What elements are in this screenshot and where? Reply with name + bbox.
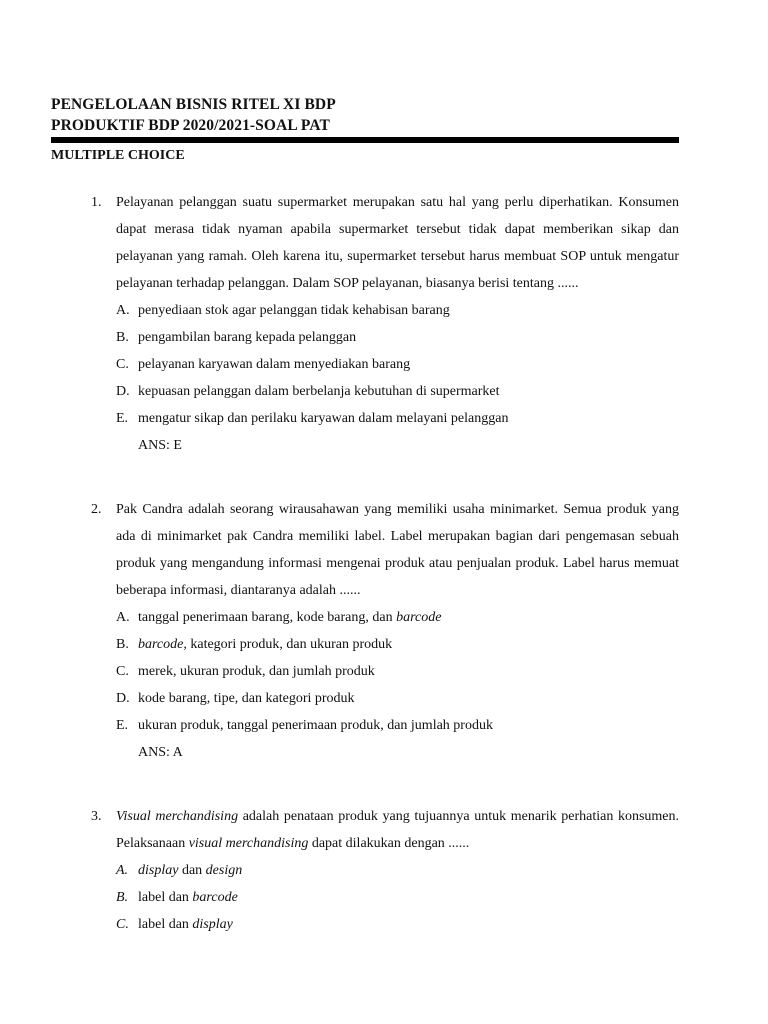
option-text: [138, 911, 233, 938]
answer-option: [116, 405, 679, 432]
option-letter: B.: [116, 637, 129, 652]
answer-option: [116, 351, 679, 378]
option-letter: B.: [116, 330, 129, 345]
answer-option: [116, 297, 679, 324]
answer-option: [116, 712, 679, 739]
text-run: merek, ukuran produk, dan jumlah produk: [138, 664, 375, 679]
question-item: [51, 496, 679, 766]
italic-text-run: barcode: [192, 890, 238, 905]
text-run: dan: [178, 863, 206, 878]
question-spacer: [51, 766, 679, 803]
option-text: [138, 658, 375, 685]
answer-option: [116, 378, 679, 405]
question-body: [116, 496, 679, 766]
document-title-line-1: PENGELOLAAN BISNIS RITEL XI BDP: [51, 96, 336, 113]
answer-options: [116, 604, 679, 739]
text-run: Pelayanan pelanggan suatu supermarket merupakan satu hal yang perlu diperhatikan. Konsumen dapat merasa tidak nyaman apabila supermarket tersebut tidak dapat memberikan sikap dan pelayanan yang ramah. Oleh karena itu, supermarket tersebut harus membuat SOP untuk mengatur pelayanan terhadap pelanggan. Dalam SOP pelayanan, biasanya berisi tentang ......: [116, 195, 679, 291]
option-letter: C.: [116, 664, 129, 679]
question-number: 3.: [91, 809, 102, 824]
option-text: [138, 884, 238, 911]
option-text: [138, 297, 450, 324]
question-list: [51, 189, 679, 938]
option-text: [138, 857, 242, 884]
document-header: [51, 94, 679, 165]
answer-option: [116, 857, 679, 884]
text-run: mengatur sikap dan perilaku karyawan dalam melayani pelanggan: [138, 411, 509, 426]
option-text: [138, 631, 392, 658]
document-title-line-2: PRODUKTIF BDP 2020/2021-SOAL PAT: [51, 117, 330, 134]
answer-option: [116, 911, 679, 938]
answer-option: [116, 604, 679, 631]
text-run: kategori produk, dan ukuran produk: [186, 637, 393, 652]
option-letter: E.: [116, 411, 129, 426]
italic-text-run: barcode: [396, 610, 442, 625]
option-letter: C.: [116, 357, 129, 372]
answer-option: [116, 631, 679, 658]
answer-option: [116, 884, 679, 911]
option-letter: B.: [116, 890, 129, 905]
text-run: adalah penataan produk yang tujuannya untuk menarik perhatian konsumen. Pelaksanaan: [116, 809, 679, 851]
text-run: label dan: [138, 917, 193, 932]
option-letter: E.: [116, 718, 129, 733]
answer-option: [116, 324, 679, 351]
option-letter: A.: [116, 303, 130, 318]
question-item: [51, 803, 679, 938]
text-run: Pak Candra adalah seorang wirausahawan yang memiliki usaha minimarket. Semua produk yang ada di minimarket pak Candra memiliki label. Label merupakan bagian dari pengemasan sebuah produk yang mengandung informasi mengenai produk atau penjualan produk. Label harus memuat beberapa informasi, diantaranya adalah ......: [116, 502, 679, 598]
option-text: [138, 712, 493, 739]
answer-key: ANS: A: [138, 745, 183, 760]
option-text: [138, 324, 356, 351]
italic-text-run: Visual merchandising: [116, 809, 239, 824]
answer-option: [116, 685, 679, 712]
text-run: pelayanan karyawan dalam menyediakan barang: [138, 357, 411, 372]
text-run: label dan: [138, 890, 193, 905]
option-letter: A.: [116, 863, 129, 878]
text-run: penyediaan stok agar pelanggan tidak kehabisan barang: [138, 303, 450, 318]
question-item: [51, 189, 679, 459]
italic-text-run: display: [192, 917, 233, 932]
answer-options: [116, 297, 679, 432]
italic-text-run: visual merchandising: [188, 836, 309, 851]
section-heading: MULTIPLE CHOICE: [51, 148, 185, 163]
answer-option: [116, 658, 679, 685]
italic-text-run: barcode,: [138, 637, 187, 652]
answer-options: [116, 857, 679, 938]
option-letter: A.: [116, 610, 130, 625]
option-text: [138, 604, 441, 631]
question-body: [116, 189, 679, 459]
option-letter: C.: [116, 917, 129, 932]
text-run: ukuran produk, tanggal penerimaan produk, dan jumlah produk: [138, 718, 493, 733]
text-run: tanggal penerimaan barang, kode barang, dan: [138, 610, 397, 625]
option-text: [138, 685, 355, 712]
question-body: [116, 803, 679, 938]
option-text: [138, 405, 508, 432]
text-run: kode barang, tipe, dan kategori produk: [138, 691, 355, 706]
option-text: [138, 351, 410, 378]
question-number: 2.: [91, 502, 102, 517]
question-stem: [116, 189, 679, 297]
option-letter: D.: [116, 691, 130, 706]
option-text: [138, 378, 500, 405]
question-spacer: [51, 459, 679, 496]
option-letter: D.: [116, 384, 130, 399]
text-run: dapat dilakukan dengan ......: [308, 836, 470, 851]
header-divider: [51, 137, 679, 143]
text-run: pengambilan barang kepada pelanggan: [138, 330, 357, 345]
answer-key: ANS: E: [138, 438, 182, 453]
italic-text-run: display: [138, 863, 179, 878]
italic-text-run: design: [205, 863, 243, 878]
question-stem: [116, 803, 679, 857]
question-number: 1.: [91, 195, 102, 210]
text-run: kepuasan pelanggan dalam berbelanja kebutuhan di supermarket: [138, 384, 500, 399]
question-stem: [116, 496, 679, 604]
